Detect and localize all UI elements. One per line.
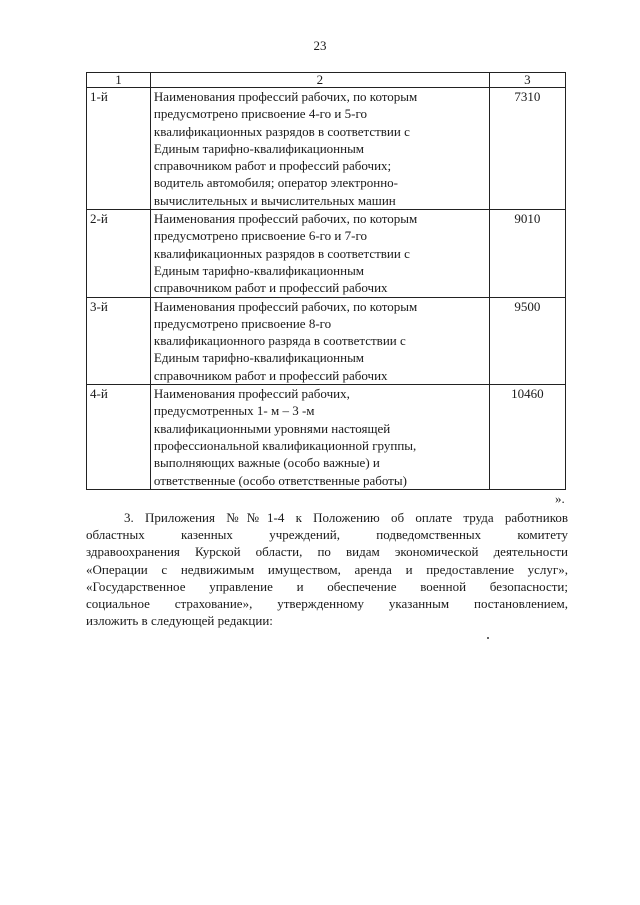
table-row (87, 385, 566, 490)
level-cell: 3-й (87, 297, 151, 384)
table-row (87, 210, 566, 297)
column-header-3: 3 (489, 73, 565, 88)
description-cell: Наименования профессий рабочих, по которым предусмотрено присвоение 6-го и 7-го квалификационных разрядов в соответствии с Единым тарифно-квалификационным справочником работ и профессий рабочих (150, 210, 489, 297)
description-cell: Наименования профессий рабочих, предусмотренных 1- м – 3 -м квалификационными уровнями настоящей профессиональной квалификационной группы, выполняющих важные (особо важные) и ответственные (особо ответственные работы) (150, 385, 489, 490)
paragraph-line: здравоохранения Курской области, по видам экономической деятельности (86, 544, 568, 560)
amount-cell: 7310 (489, 88, 565, 210)
paragraph-line: 3. Приложения №№1-4 к Положению об оплате труда работников (124, 510, 568, 525)
table-row (87, 88, 566, 210)
paragraph-line: «Государственное управление и обеспечение военной безопасности; (86, 578, 568, 594)
qualification-level-table (86, 72, 566, 490)
level-cell: 2-й (87, 210, 151, 297)
scan-speck (487, 637, 489, 639)
column-header-2: 2 (150, 73, 489, 88)
description-cell: Наименования профессий рабочих, по которым предусмотрено присвоение 8-го квалификационного разряда в соответствии с Единым тарифно-квалификационным справочником работ и профессий рабочих (150, 297, 489, 384)
paragraph-line: социальное страхование», утвержденному указанным постановлением, (86, 596, 568, 612)
closing-quote-mark: ». (555, 491, 565, 506)
amount-cell: 9010 (489, 210, 565, 297)
level-cell: 4-й (87, 385, 151, 490)
amount-cell: 9500 (489, 297, 565, 384)
table-header-row (87, 73, 566, 88)
amount-cell: 10460 (489, 385, 565, 490)
paragraph-line: «Операции с недвижимым имуществом, аренда и предоставление услуг», (86, 561, 568, 577)
paragraph-line: областных казенных учреждений, подведомственных комитету (86, 527, 568, 543)
level-cell: 1-й (87, 88, 151, 210)
column-header-1: 1 (87, 73, 151, 88)
amendment-paragraph (86, 509, 568, 629)
page-number: 23 (313, 38, 327, 53)
description-cell: Наименования профессий рабочих, по которым предусмотрено присвоение 4-го и 5-го квалификационных разрядов в соответствии с Единым тарифно-квалификационным справочником работ и профессий рабочих; водитель автомобиля; оператор электронно- вычислительных и вычислительных машин (150, 88, 489, 210)
table-row (87, 297, 566, 384)
paragraph-line: изложить в следующей редакции: (86, 613, 273, 629)
